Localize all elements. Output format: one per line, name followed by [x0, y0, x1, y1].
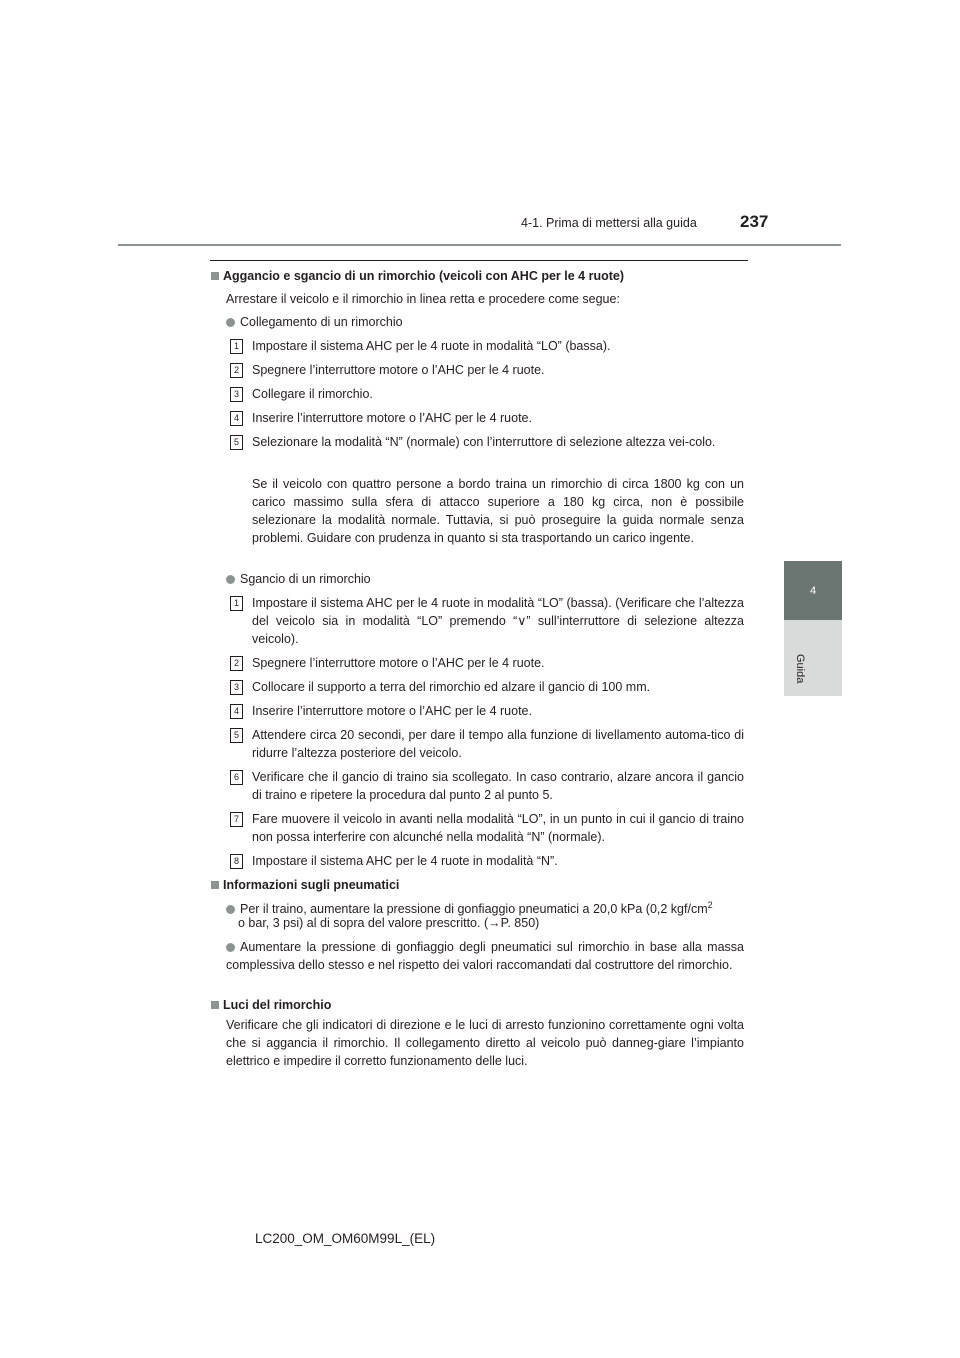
step-number: 4	[230, 411, 243, 426]
luci-text: Verificare che gli indicatori di direzione e le luci di arresto funzionino correttamente ogni volta che si aggancia il rimorchio. Il collegamento diretto al veicolo può danneg-giare l’impianto elettrico e impedire il corretto funzionamento delle luci.	[226, 1018, 744, 1068]
circle-bullet-icon	[226, 318, 235, 327]
circle-bullet-icon	[226, 943, 235, 952]
step-number: 2	[230, 656, 243, 671]
subheading-sgancio: Sgancio di un rimorchio	[226, 570, 371, 588]
step-number: 1	[230, 596, 243, 611]
chapter-tab-label	[784, 620, 842, 696]
chapter-label: Guida	[794, 654, 806, 684]
sgancio-step-2: Spegnere l’interruttore motore o l’AHC per le 4 ruote.	[252, 656, 545, 670]
step-number: 5	[230, 435, 243, 450]
collegamento-step-3: Collegare il rimorchio.	[252, 387, 373, 401]
aggancio-intro: Arrestare il veicolo e il rimorchio in linea retta e procedere come segue:	[226, 292, 620, 306]
step-number: 4	[230, 704, 243, 719]
circle-bullet-icon	[226, 575, 235, 584]
pneumatici-item-1: Per il traino, aumentare la pressione di gonfiaggio pneumatici a 20,0 kPa (0,2 kgf/$cm^2$	[226, 896, 750, 918]
step-number: 7	[230, 812, 243, 827]
sgancio-step-1: Impostare il sistema AHC per le 4 ruote in modalità “LO” (bassa). (Verificare che l’altezza del veicolo sia in modalità “LO” premendo “∨” sull’interruttore di selezione altezza veicolo).	[252, 596, 744, 646]
heading-aggancio: Aggancio e sgancio di un rimorchio (veicoli con AHC per le 4 ruote)	[211, 267, 624, 285]
step-number: 8	[230, 854, 243, 869]
sgancio-step-8: Impostare il sistema AHC per le 4 ruote in modalità “N”.	[252, 854, 558, 868]
step-number: 3	[230, 387, 243, 402]
collegamento-step-2: Spegnere l’interruttore motore o l’AHC per le 4 ruote.	[252, 363, 545, 377]
sgancio-step-6: Verificare che il gancio di traino sia scollegato. In caso contrario, alzare ancora il gancio di traino e ripetere la procedura dal punto 2 al punto 5.	[252, 770, 744, 802]
step-number: 5	[230, 728, 243, 743]
step-number: 6	[230, 770, 243, 785]
page-number: 237	[740, 212, 769, 231]
circle-bullet-icon	[226, 905, 235, 914]
heading-luci: Luci del rimorchio	[211, 996, 331, 1014]
square-bullet-icon	[211, 1001, 219, 1009]
content-rule	[210, 260, 748, 261]
section-title: 4-1. Prima di mettersi alla guida	[521, 216, 697, 230]
subheading-collegamento: Collegamento di un rimorchio	[226, 313, 403, 331]
square-bullet-icon	[211, 272, 219, 280]
pneumatici-item-2: Aumentare la pressione di gonfiaggio degli pneumatici sul rimorchio in base alla massa complessiva dello stesso e nel rispetto dei valori raccomandati dal costruttore del rimorchio.	[226, 940, 744, 972]
collegamento-step-5: Selezionare la modalità “N” (normale) con l’interruttore di selezione altezza vei-colo.	[252, 435, 716, 449]
collegamento-step-1: Impostare il sistema AHC per le 4 ruote in modalità “LO” (bassa).	[252, 339, 611, 353]
pneumatici-item-1-cont: o bar, 3 psi) al di sopra del valore prescritto. (→P. 850)	[238, 916, 540, 930]
sgancio-step-3: Collocare il supporto a terra del rimorchio ed alzare il gancio di 100 mm.	[252, 680, 651, 694]
sgancio-step-5: Attendere circa 20 secondi, per dare il tempo alla funzione di livellamento automa-tico di ridurre l’altezza posteriore del veicolo.	[252, 728, 744, 760]
sgancio-step-4: Inserire l’interruttore motore o l’AHC per le 4 ruote.	[252, 704, 532, 718]
step-number: 3	[230, 680, 243, 695]
sgancio-step-7: Fare muovere il veicolo in avanti nella modalità “LO”, in un punto in cui il gancio di traino non possa interferire con alcunché nella modalità “N” (normale).	[252, 812, 744, 844]
collegamento-note: Se il veicolo con quattro persone a bordo traina un rimorchio di circa 1800 kg con un carico massimo sulla sfera di attacco superiore a 180 kg circa, non è possibile selezionare la modalità normale. Tuttavia, si può proseguire la guida normale senza problemi. Guidare con prudenza in quanto si sta trasportando un carico ingente.	[252, 477, 744, 545]
collegamento-step-4: Inserire l’interruttore motore o l’AHC per le 4 ruote.	[252, 411, 532, 425]
step-number: 2	[230, 363, 243, 378]
header-rule	[118, 244, 841, 246]
chapter-tab: 4	[784, 561, 842, 621]
footer-code: LC200_OM_OM60M99L_(EL)	[255, 1231, 436, 1246]
heading-pneumatici: Informazioni sugli pneumatici	[211, 876, 399, 894]
square-bullet-icon	[211, 881, 219, 889]
step-number: 1	[230, 339, 243, 354]
